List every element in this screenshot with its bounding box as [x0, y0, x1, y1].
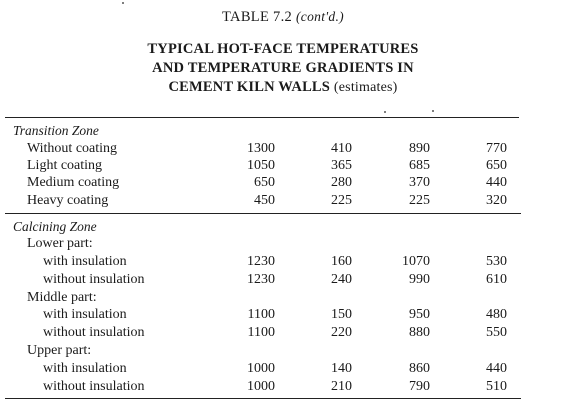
bottom-rule	[5, 398, 521, 399]
table-cell: 440	[486, 175, 507, 190]
middle-part-label: Middle part:	[27, 290, 97, 305]
table-cell: 320	[486, 193, 507, 208]
table-title-line-3	[0, 79, 566, 96]
scan-speck	[122, 2, 124, 4]
table-cell: 685	[409, 158, 430, 173]
row-label: Without coating	[27, 141, 118, 156]
table-cell: 150	[331, 307, 352, 322]
table-row	[0, 379, 566, 397]
estimates-note: (estimates)	[333, 80, 398, 95]
row-label: without insulation	[43, 379, 145, 394]
lower-part-label: Lower part:	[27, 236, 93, 251]
table-cell: 1070	[402, 254, 430, 269]
table-cell: 530	[486, 254, 507, 269]
table-cell: 950	[409, 307, 430, 322]
table-cell: 860	[409, 361, 430, 376]
table-cell: 1050	[247, 158, 275, 173]
table-title-line-1: TYPICAL HOT-FACE TEMPERATURES	[147, 41, 419, 57]
table-cell: 1300	[247, 141, 275, 156]
table-cell: 650	[486, 158, 507, 173]
table-title-text: CEMENT KILN WALLS	[168, 79, 331, 95]
scan-speck	[432, 110, 434, 112]
table-cell: 365	[331, 158, 352, 173]
table-cell: 160	[331, 254, 352, 269]
table-title-line-2: AND TEMPERATURE GRADIENTS IN	[152, 60, 414, 76]
upper-part-label: Upper part:	[27, 343, 92, 358]
table-cell: 1000	[247, 361, 275, 376]
table-cell: 880	[409, 325, 430, 340]
row-label: with insulation	[43, 254, 127, 269]
table-cell: 550	[486, 325, 507, 340]
table-cell: 140	[331, 361, 352, 376]
subgroup-heading	[0, 290, 566, 308]
table-cell: 220	[331, 325, 352, 340]
subgroup-heading	[0, 343, 566, 361]
section-divider-rule	[5, 213, 521, 214]
continued-note: (cont'd.)	[296, 9, 344, 24]
table-cell: 1230	[247, 254, 275, 269]
table-cell: 1100	[247, 325, 275, 340]
table-cell: 280	[331, 175, 352, 190]
top-rule	[5, 117, 519, 118]
table-row	[0, 141, 566, 159]
table-cell: 650	[254, 175, 275, 190]
table-row	[0, 361, 566, 379]
table-number-heading	[0, 9, 566, 26]
row-label: with insulation	[43, 361, 127, 376]
row-label: with insulation	[43, 307, 127, 322]
table-cell: 240	[331, 272, 352, 287]
table-cell: 1230	[247, 272, 275, 287]
table-cell: 410	[331, 141, 352, 156]
table-row	[0, 193, 566, 211]
transition-zone-title: Transition Zone	[13, 123, 99, 138]
table-row	[0, 325, 566, 343]
table-cell: 790	[409, 379, 430, 394]
table-cell: 370	[409, 175, 430, 190]
table-row	[0, 307, 566, 325]
row-label: without insulation	[43, 325, 145, 340]
table-cell: 890	[409, 141, 430, 156]
scan-speck	[384, 111, 386, 113]
table-cell: 440	[486, 361, 507, 376]
table-cell: 480	[486, 307, 507, 322]
table-cell: 210	[331, 379, 352, 394]
table-number: TABLE 7.2	[222, 9, 293, 25]
table-cell: 1100	[247, 307, 275, 322]
row-label: Heavy coating	[27, 193, 109, 208]
table-cell: 990	[409, 272, 430, 287]
table-row	[0, 158, 566, 176]
table-cell: 225	[409, 193, 430, 208]
row-label: without insulation	[43, 272, 145, 287]
table-row	[0, 254, 566, 272]
table-cell: 770	[486, 141, 507, 156]
table-cell: 610	[486, 272, 507, 287]
table-cell: 510	[486, 379, 507, 394]
table-row	[0, 175, 566, 193]
table-cell: 1000	[247, 379, 275, 394]
table-cell: 450	[254, 193, 275, 208]
table-cell: 225	[331, 193, 352, 208]
calcining-zone-title: Calcining Zone	[13, 219, 97, 234]
subgroup-heading	[0, 236, 566, 254]
table-row	[0, 272, 566, 290]
row-label: Medium coating	[27, 175, 120, 190]
row-label: Light coating	[27, 158, 103, 173]
